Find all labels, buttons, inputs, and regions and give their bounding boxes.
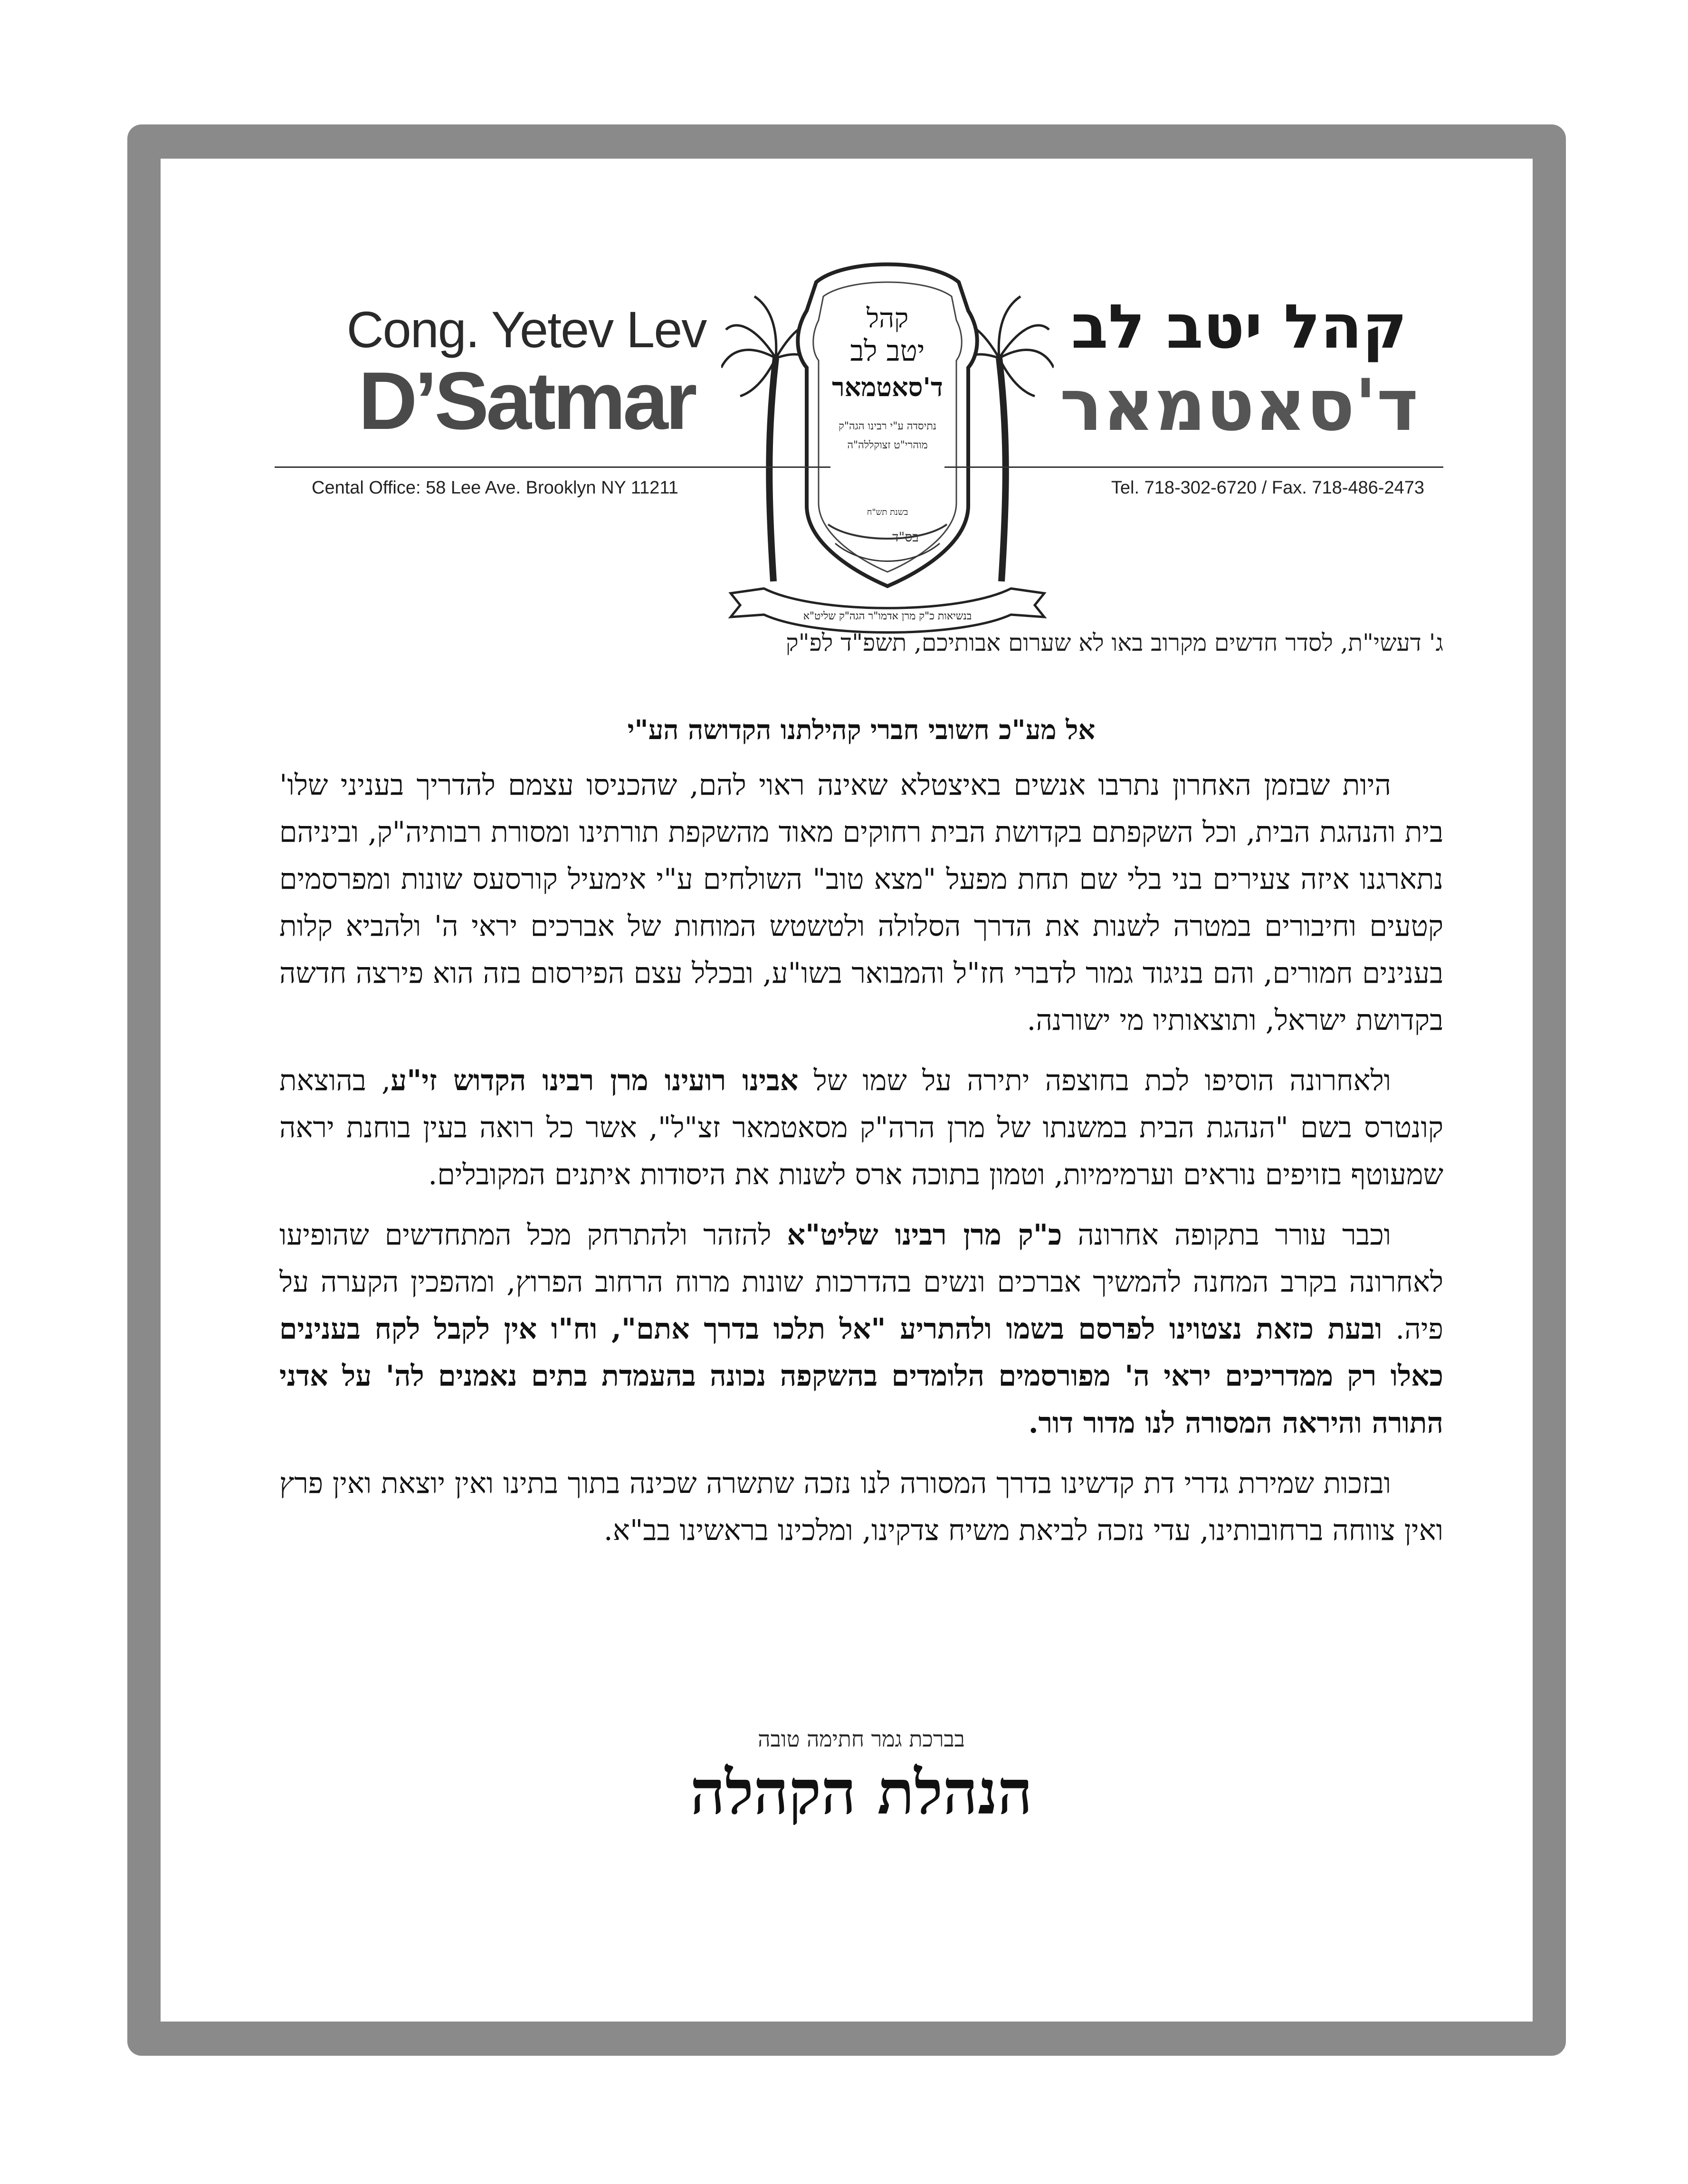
emblem-line3: ד'סאטמאר: [832, 372, 943, 402]
english-org-line2: D’Satmar: [358, 355, 695, 446]
paragraph-3-part-a: וכבר עורר בתקופה אחרונה: [1062, 1218, 1392, 1252]
emblem-line1: קהל: [866, 303, 909, 334]
paragraph-3: [279, 1212, 1443, 1447]
paragraph-1: היות שבזמן האחרון נתרבו אנשים באיצטלא שאינה ראוי להם, שהכניסו עצמם להדריך בעניני שלו' בית והנהגת הבית, וכל השקפתם בקדושת הבית רחוקים מאוד מהשקפת תורתינו ומסורת רבותיה"ק, וביניהם נתארגנו איזה צעירים בני בלי שם תחת מפעל "מצא טוב" השולחים ע"י אימעיל קורסעס שונות ומפרסמים קטעים וחיבורים במטרה לשנות את הדרך הסלולה ולטשטש המוחות של אברכים יראי ה' ולהביא קלות בענינים חמורים, והם בניגוד גמור לדברי חז"ל והמבואר בשו"ע, ובכלל עצם הפירסום בזה הוא פירצה חדשה בקדושת ישראל, ותוצאותיו מי ישורנה.: [279, 769, 1444, 1037]
letter-body: [279, 762, 1443, 1567]
ribbon-banner: [731, 589, 1044, 633]
letter-date: ג' דעשי"ת, לסדר חדשים מקרוב באו לא שערום אבותיכם, תשפ"ד לפ"ק: [785, 629, 1443, 656]
hebrew-org-line2: ד'סאטמאר: [1059, 364, 1419, 447]
paragraph-3-bold-2: ובעת כזאת נצטוינו לפרסם בשמו ולהתריע "אל תלכו בדרך אתם", וח"ו אין לקבל לקח בענינים כאלו רק ממדריכים יראי ה' מפורסמים הלומדים בהשקפה נכונה בהעמדת בתים נאמנים לה' על אדני התורה והיראה המסורה לנו מדור דור.: [279, 1312, 1443, 1440]
emblem-line6: בשנת תש"ח: [867, 507, 908, 517]
shield-icon: [798, 265, 977, 587]
paragraph-2-part-a: ולאחרונה הוסיפו לכת בחוצפה יתירה על שמו של: [798, 1064, 1391, 1097]
congregation-emblem: [721, 239, 1054, 648]
paragraph-2-part-c: , בהוצאת קונטרס בשם "הנהגת הבית במשנתו של מרן הרה"ק מסאטמאר זצ"ל", אשר כל רואה בעין בוחנת יראה שמעוטף בזויפים נוראים וערמימיות, וטמון בתוכה ארס לשנות את היסודות איתנים המקובלים.: [279, 1064, 1443, 1191]
letter-salutation: אל מע"כ חשובי חברי קהילתנו הקדושה הע"י: [627, 714, 1096, 746]
office-address: Cental Office: 58 Lee Ave. Brooklyn NY 11211: [312, 478, 678, 498]
bsd-mark: בס"ד: [892, 529, 919, 545]
hebrew-org-line1: קהל יטב לב: [1071, 292, 1407, 362]
emblem-line5: מוהרי"ט זצוקללה"ה: [847, 439, 928, 451]
paragraph-4: ובזכות שמירת גדרי דת קדשינו בדרך המסורה לנו נזכה שתשרה שכינה בתוך בתינו ואין יוצאת ואין פרץ ואין צווחה ברחובותינו, עדי נזכה לביאת משיח צדקינו, ומלכינו בראשינו בב"א.: [279, 1467, 1443, 1547]
header-rule-right: [944, 466, 1443, 468]
page-border: [127, 124, 1566, 2056]
letter-sheet: [161, 159, 1533, 2022]
paragraph-3-bold-1: כ"ק מרן רבינו שליט"א: [787, 1218, 1062, 1252]
emblem-ribbon-text: בנשיאות כ"ק מרן אדמו"ר הגה"ק שליט"א: [803, 610, 972, 622]
signature: הנהלת הקהלה: [690, 1757, 1033, 1828]
emblem-line2: יטב לב: [850, 334, 925, 368]
paragraph-3-part-c: להזהר ולהתרחק מכל המתחדשים שהופיעו לאחרונה בקרב המחנה להמשיך אברכים ונשים בהדרכות שונות מרוח הרחוב הפרוץ, ומהפכין הקערה על פיה.: [279, 1218, 1443, 1346]
hebrew-org-name: [1035, 292, 1443, 448]
paragraph-2: [279, 1057, 1443, 1198]
header-rule-left: [275, 466, 830, 468]
paragraph-2-bold: אבינו רועינו מרן רבינו הקדוש זי"ע: [391, 1064, 799, 1097]
emblem-line4: נתיסדה ע"י רבינו הגה"ק: [839, 420, 936, 432]
english-org-line1: Cong. Yetev Lev: [346, 301, 706, 358]
closing-blessing: בברכת גמר חתימה טובה: [758, 1726, 965, 1752]
phone-fax: Tel. 718-302-6720 / Fax. 718-486-2473: [1111, 478, 1424, 498]
english-org-name: [279, 301, 773, 444]
